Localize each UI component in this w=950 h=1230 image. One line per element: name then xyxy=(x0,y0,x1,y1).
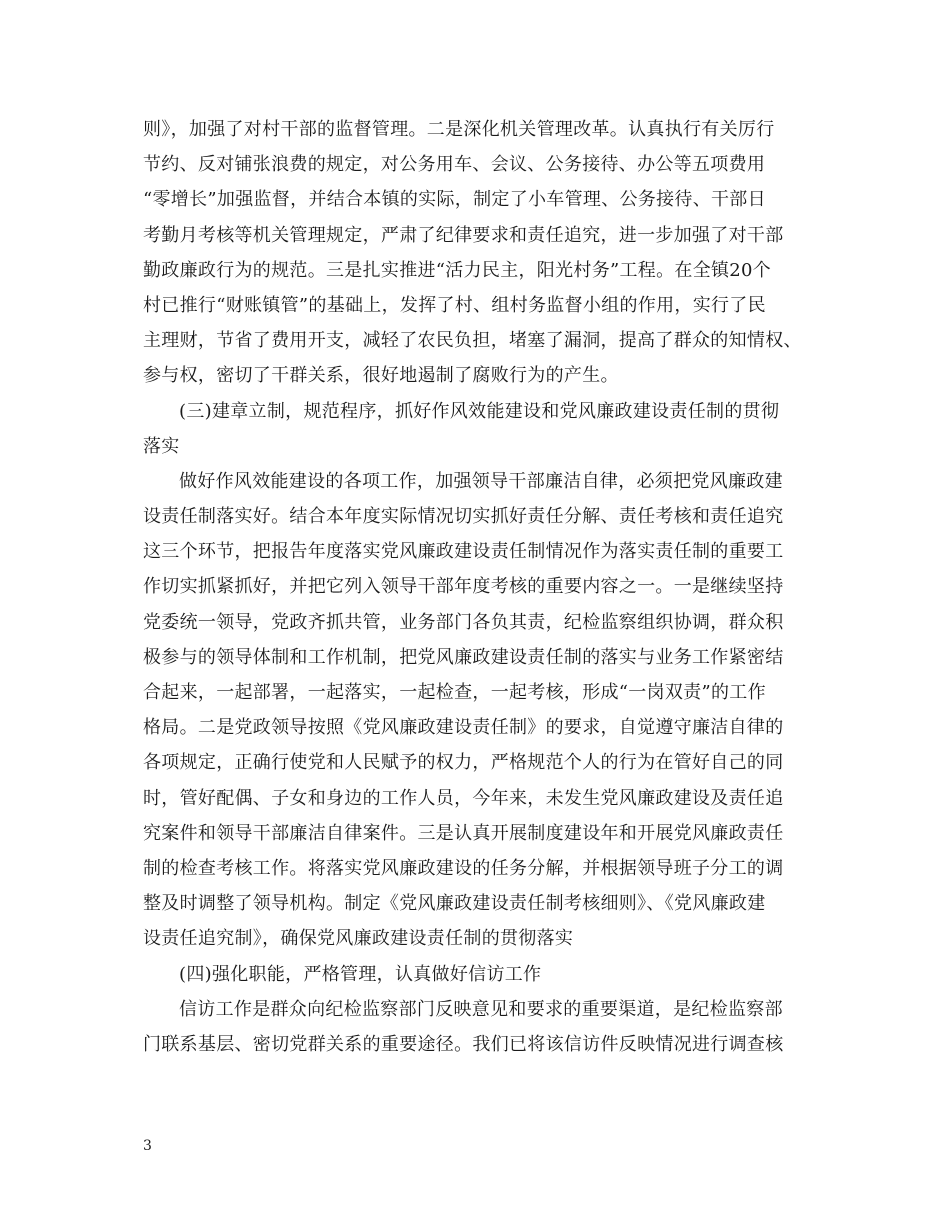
document-body xyxy=(143,112,803,1062)
text-line: 勤政廉政行为的规范。三是扎实推进“活力民主，阳光村务”工程。在全镇20个 xyxy=(143,259,772,281)
text-line: “零增长”加强监督，并结合本镇的实际，制定了小车管理、公务接待、干部日 xyxy=(143,189,766,211)
page-number: 3 xyxy=(143,1138,152,1154)
text-line: 节约、反对铺张浪费的规定，对公务用车、会议、公务接待、办公等五项费用 xyxy=(143,154,766,176)
text-line: 作切实抓紧抓好，并把它列入领导干部年度考核的重要内容之一。一是继续坚持 xyxy=(143,576,784,598)
text-line: (三)建章立制，规范程序，抓好作风效能建设和党风廉政建设责任制的贯彻 xyxy=(179,400,780,422)
text-line: 时，管好配偶、子女和身边的工作人员，今年来，未发生党风廉政建设及责任追 xyxy=(143,787,784,809)
text-line: 究案件和领导干部廉洁自律案件。三是认真开展制度建设年和开展党风廉政责任 xyxy=(143,822,784,844)
text-line: 做好作风效能建设的各项工作，加强领导干部廉洁自律，必须把党风廉政建 xyxy=(179,470,783,492)
text-line: 党委统一领导，党政齐抓共管，业务部门各负其责，纪检监察组织协调，群众积 xyxy=(143,611,784,633)
text-line: 则》，加强了对村干部的监督管理。二是深化机关管理改革。认真执行有关厉行 xyxy=(143,119,775,140)
text-line: 考勤月考核等机关管理规定，严肃了纪律要求和责任追究，进一步加强了对干部 xyxy=(143,224,784,246)
text-line: 信访工作是群众向纪检监察部门反映意见和要求的重要渠道，是纪检监察部 xyxy=(179,998,783,1020)
text-line: 格局。二是党政领导按照《党风廉政建设责任制》的要求，自觉遵守廉洁自律的 xyxy=(143,717,784,739)
text-line: 落实 xyxy=(143,435,180,457)
text-line: 整及时调整了领导机构。制定《党风廉政建设责任制考核细则》、《党风廉政建 xyxy=(143,893,766,915)
text-line: 参与权，密切了干群关系，很好地遏制了腐败行为的产生。 xyxy=(143,365,619,387)
text-line: (四)强化职能，严格管理，认真做好信访工作 xyxy=(179,963,542,985)
text-line: 设责任制落实好。结合本年度实际情况切实抓好责任分解、责任考核和责任追究 xyxy=(143,506,784,528)
text-line: 设责任追究制》，确保党风廉政建设责任制的贯彻落实 xyxy=(143,928,574,950)
text-line: 这三个环节，把报告年度落实党风廉政建设责任制情况作为落实责任制的重要工 xyxy=(143,541,784,563)
text-line: 村已推行“财账镇管”的基础上，发挥了村、组村务监督小组的作用，实行了民 xyxy=(143,294,766,316)
text-line: 合起来，一起部署，一起落实，一起检查，一起考核，形成“一岗双责”的工作 xyxy=(143,682,766,703)
text-line: 制的检查考核工作。将落实党风廉政建设的任务分解，并根据领导班子分工的调 xyxy=(143,857,784,879)
text-line: 主理财，节省了费用开支，减轻了农民负担，堵塞了漏洞，提高了群众的知情权、 xyxy=(143,330,802,352)
text-line: 极参与的领导体制和工作机制，把党风廉政建设责任制的落实与业务工作紧密结 xyxy=(143,646,784,668)
text-line: 各项规定，正确行使党和人民赋予的权力，严格规范个人的行为在管好自己的同 xyxy=(143,752,784,774)
text-line: 门联系基层、密切党群关系的重要途径。我们已将该信访件反映情况进行调查核 xyxy=(143,1033,784,1055)
